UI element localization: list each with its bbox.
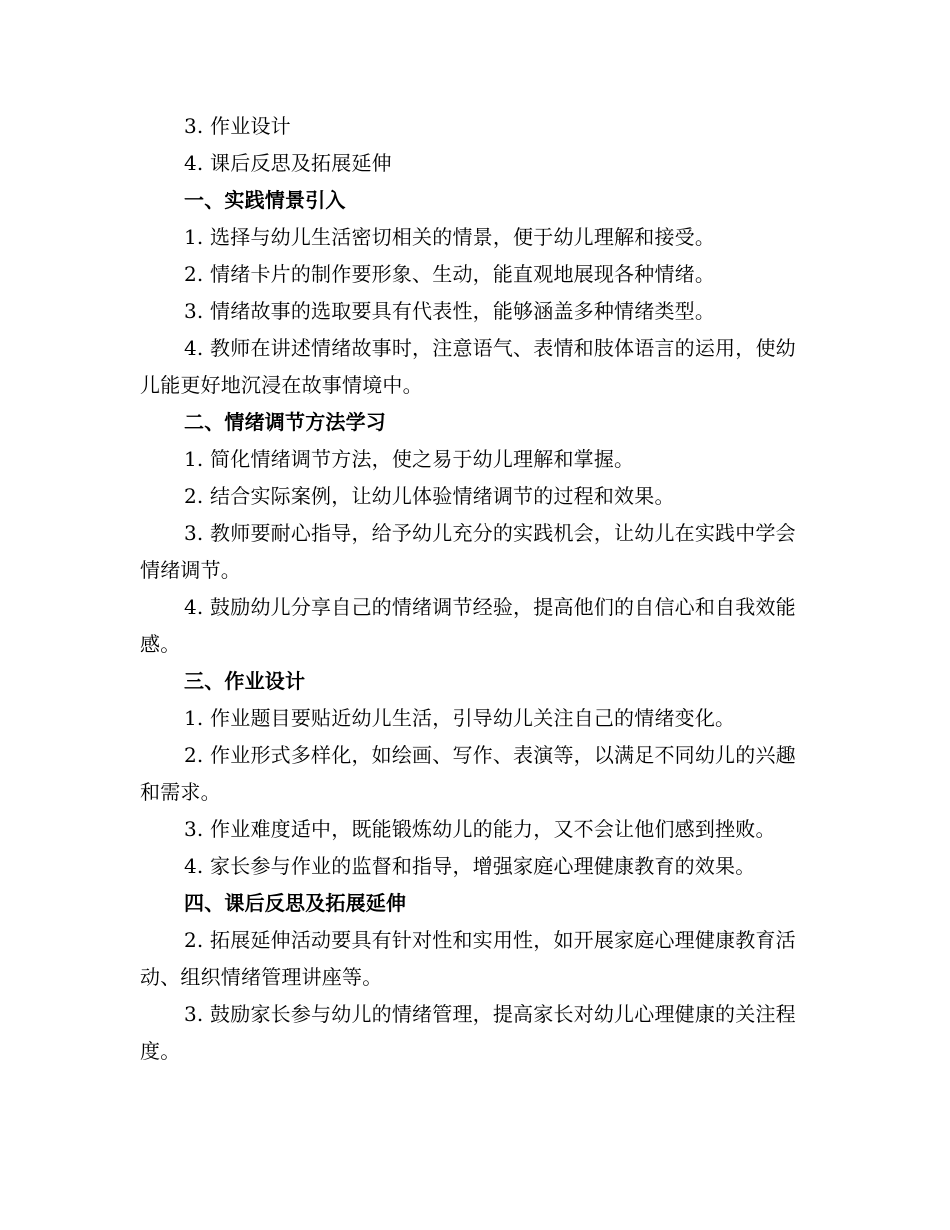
- section-heading-1: 一、实践情景引入: [184, 188, 346, 212]
- section-heading-4: 四、课后反思及拓展延伸: [184, 891, 407, 915]
- list-item: 4. 家长参与作业的监督和指导，增强家庭心理健康教育的效果。: [184, 854, 756, 878]
- list-item: 3. 情绪故事的选取要具有代表性，能够涵盖多种情绪类型。: [184, 299, 716, 323]
- list-item: 3. 作业难度适中，既能锻炼幼儿的能力，又不会让他们感到挫败。: [184, 817, 776, 841]
- list-item: 1. 作业题目要贴近幼儿生活，引导幼儿关注自己的情绪变化。: [184, 706, 736, 730]
- document-body: [140, 108, 812, 1070]
- list-item: 1. 选择与幼儿生活密切相关的情景，便于幼儿理解和接受。: [184, 225, 716, 249]
- list-item: 2. 情绪卡片的制作要形象、生动，能直观地展现各种情绪。: [184, 262, 716, 286]
- list-item-plan-3: 3. 作业设计: [184, 114, 291, 138]
- list-item-plan-4: 4. 课后反思及拓展延伸: [184, 151, 392, 175]
- list-item: 3. 教师要耐心指导，给予幼儿充分的实践机会，让幼儿在实践中学会情绪调节。: [140, 521, 796, 582]
- section-heading-3: 三、作业设计: [184, 669, 306, 693]
- list-item: 2. 作业形式多样化，如绘画、写作、表演等，以满足不同幼儿的兴趣和需求。: [140, 743, 796, 804]
- list-item: 2. 拓展延伸活动要具有针对性和实用性，如开展家庭心理健康教育活动、组织情绪管理讲座等。: [140, 928, 796, 989]
- list-item: 4. 鼓励幼儿分享自己的情绪调节经验，提高他们的自信心和自我效能感。: [140, 595, 796, 656]
- section-heading-2: 二、情绪调节方法学习: [184, 410, 386, 434]
- list-item: 4. 教师在讲述情绪故事时，注意语气、表情和肢体语言的运用，使幼儿能更好地沉浸在故事情境中。: [140, 336, 796, 397]
- list-item: 1. 简化情绪调节方法，使之易于幼儿理解和掌握。: [184, 447, 635, 471]
- list-item: 3. 鼓励家长参与幼儿的情绪管理，提高家长对幼儿心理健康的关注程度。: [140, 1002, 796, 1063]
- list-item: 2. 结合实际案例，让幼儿体验情绪调节的过程和效果。: [184, 484, 675, 508]
